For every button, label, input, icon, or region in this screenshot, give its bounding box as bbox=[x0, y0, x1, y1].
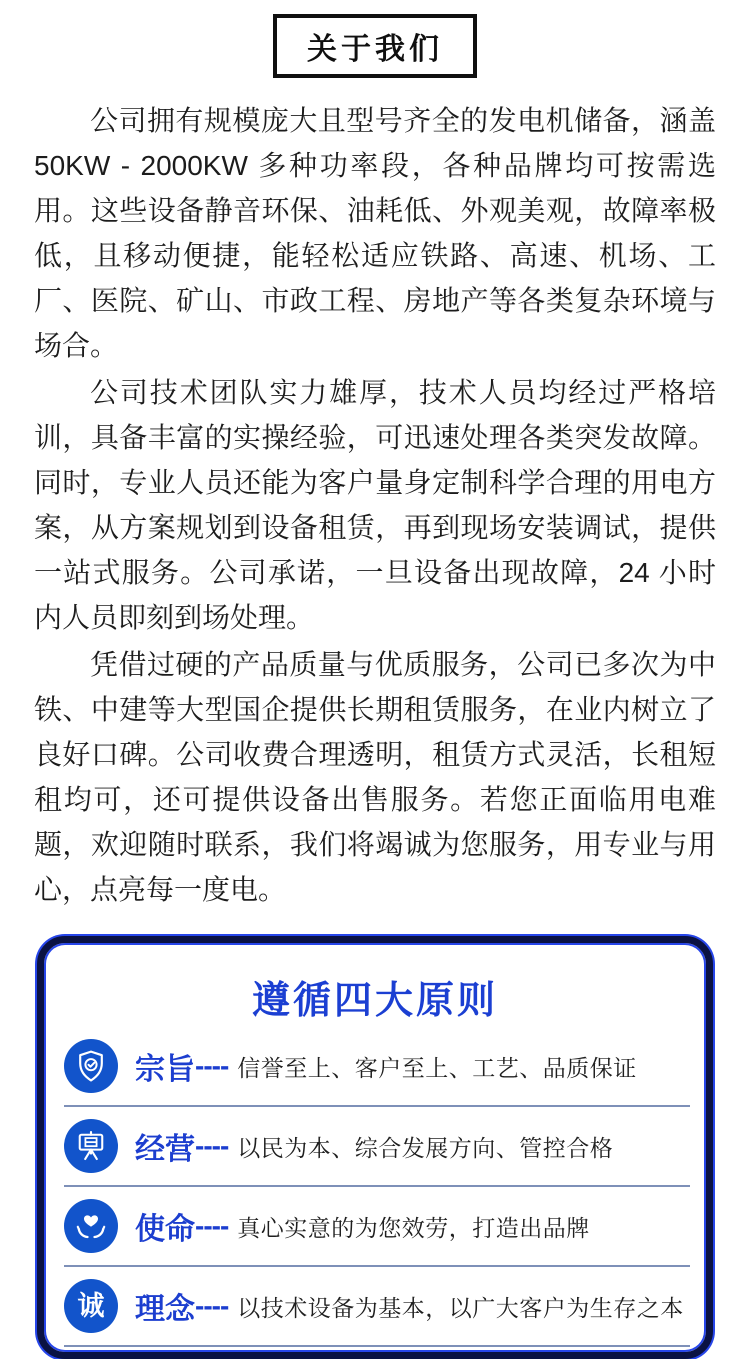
principle-row-philosophy bbox=[52, 1268, 698, 1344]
principle-label: 理念 bbox=[135, 1293, 195, 1326]
presentation-board-icon bbox=[64, 1119, 118, 1173]
principles-title: 遵循四大原则 bbox=[251, 980, 498, 1022]
label-dashes: ---- bbox=[195, 1290, 229, 1321]
principle-text: 信誉至上、客户至上、工艺、品质保证 bbox=[237, 1054, 637, 1081]
page-title: 关于我们 bbox=[273, 14, 477, 78]
principle-text: 以民为本、综合发展方向、管控合格 bbox=[237, 1134, 614, 1161]
principle-row-operation bbox=[52, 1108, 698, 1184]
principle-row-purpose bbox=[52, 1028, 698, 1104]
about-us-page bbox=[0, 14, 750, 1326]
paragraph-technical-team: 公司技术团队实力雄厚，技术人员均经过严格培训，具备丰富的实操经验，可迅速处理各类突发故障。同时，专业人员还能为客户量身定制科学合理的用电方案，从方案规划到设备租赁，再到现场安装调试，提供一站式服务。公司承诺，一旦设备出现故障，24 小时内人员即刻到场处理。 bbox=[34, 377, 716, 633]
principle-text: 以技术设备为基本，以广大客户为生存之本 bbox=[237, 1294, 684, 1321]
row-divider bbox=[64, 1265, 690, 1267]
label-dashes: ---- bbox=[195, 1050, 229, 1081]
four-principles-panel bbox=[37, 936, 713, 1359]
principle-label: 经营 bbox=[135, 1133, 195, 1166]
principle-label: 宗旨 bbox=[135, 1053, 195, 1086]
label-dashes: ---- bbox=[195, 1210, 229, 1241]
paragraph-reputation-service: 凭借过硬的产品质量与优质服务，公司已多次为中铁、中建等大型国企提供长期租赁服务，在业内树立了良好口碑。公司收费合理透明，租赁方式灵活，长租短租均可，还可提供设备出售服务。若您正面临用电难题，欢迎随时联系，我们将竭诚为您服务，用专业与用心，点亮每一度电。 bbox=[34, 649, 716, 905]
row-divider bbox=[64, 1105, 690, 1107]
row-divider bbox=[64, 1345, 690, 1347]
sincerity-character-icon bbox=[64, 1279, 118, 1333]
row-divider bbox=[64, 1185, 690, 1187]
principle-text: 真心实意的为您效劳，打造出品牌 bbox=[237, 1214, 590, 1241]
principle-label: 使命 bbox=[135, 1213, 195, 1246]
hands-heart-icon bbox=[64, 1199, 118, 1253]
paragraph-generator-inventory: 公司拥有规模庞大且型号齐全的发电机储备，涵盖50KW - 2000KW 多种功率段，各种品牌均可按需选用。这些设备静音环保、油耗低、外观美观，故障率极低，且移动便捷，能轻松适应铁路、高速、机场、工厂、医院、矿山、市政工程、房地产等各类复杂环境与场合。 bbox=[34, 105, 716, 361]
sincerity-character: 诚 bbox=[77, 1290, 105, 1321]
shield-check-icon bbox=[64, 1039, 118, 1093]
label-dashes: ---- bbox=[195, 1130, 229, 1161]
company-description bbox=[34, 98, 716, 912]
principle-row-mission bbox=[52, 1188, 698, 1264]
